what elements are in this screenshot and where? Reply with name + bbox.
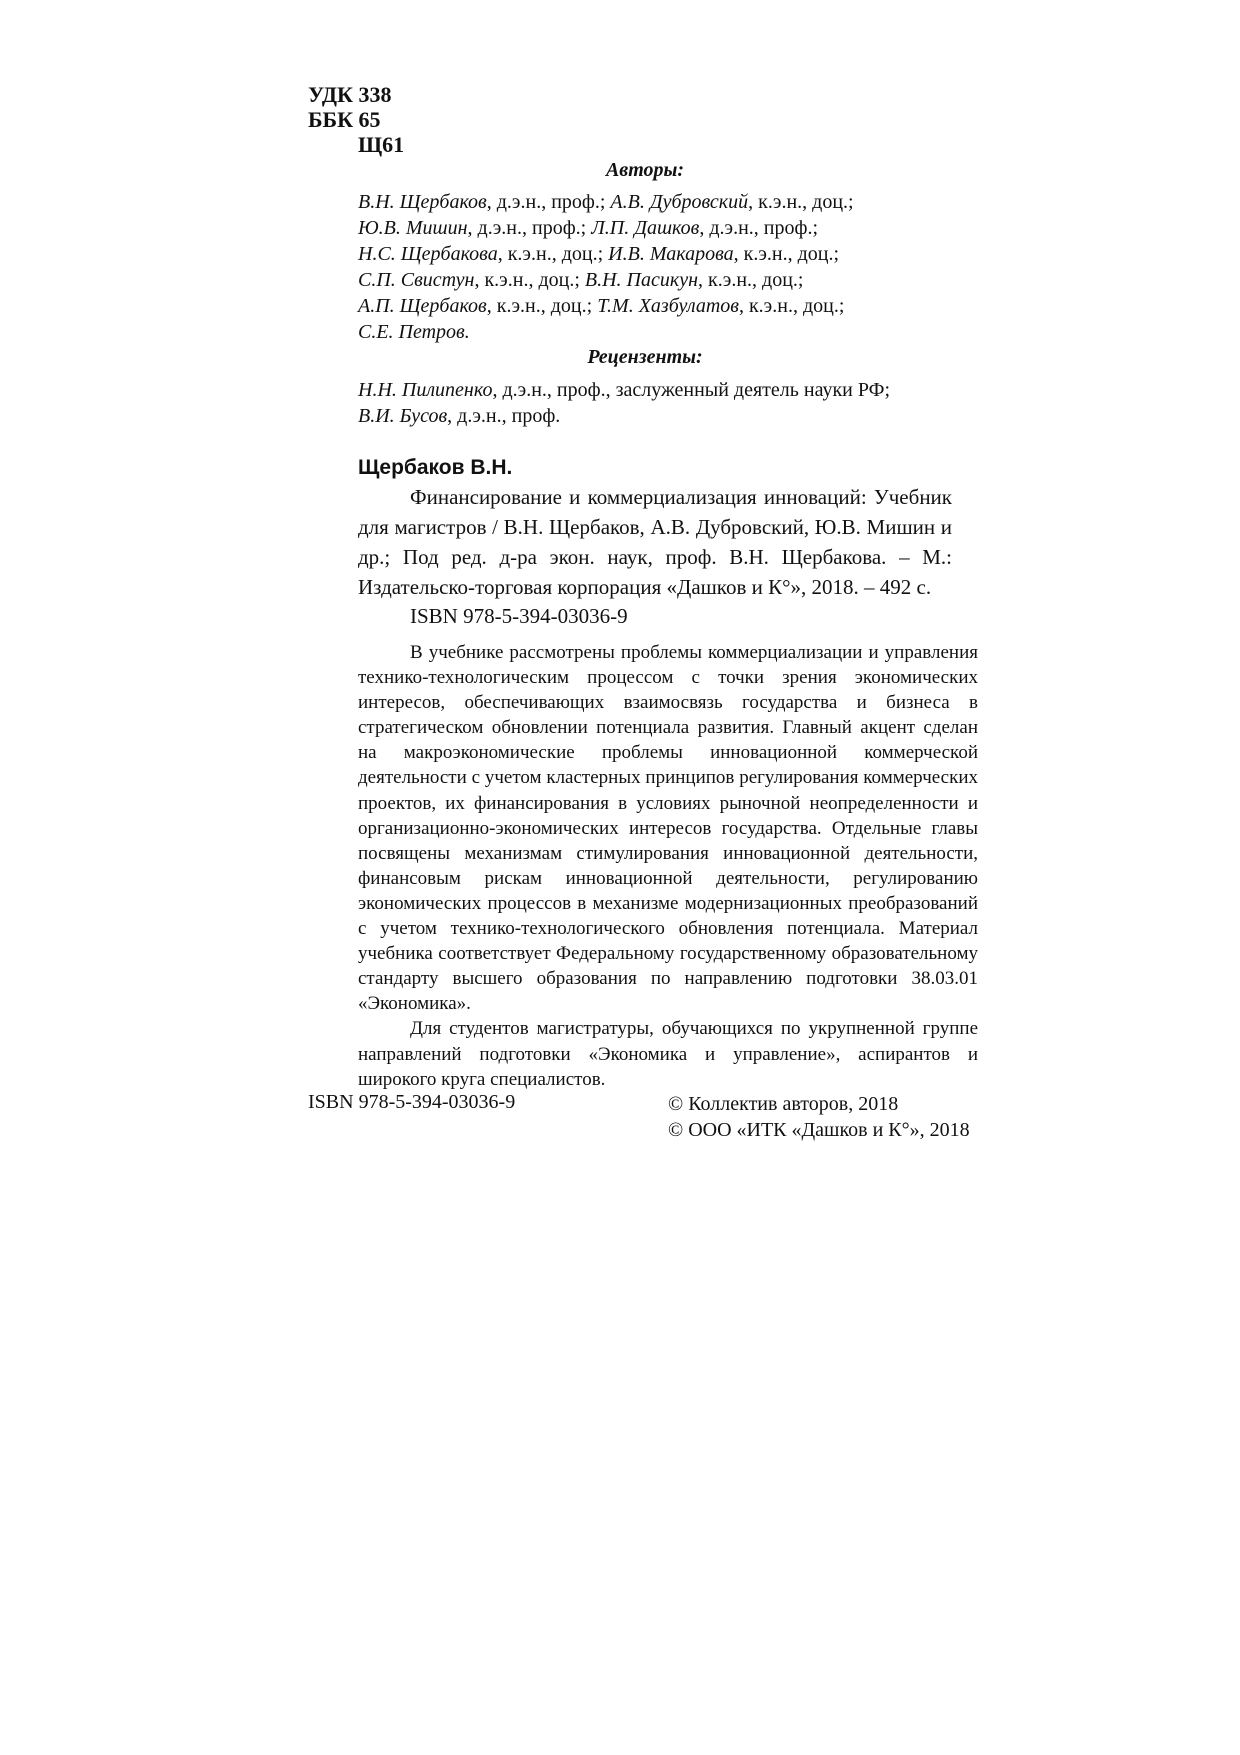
- author-credentials: , к.э.н., доц.;: [733, 243, 840, 265]
- author-credentials: , д.э.н., проф.;: [467, 217, 592, 239]
- reviewers-heading: Рецензенты:: [587, 346, 703, 368]
- authors-line: [358, 267, 958, 293]
- authors-line: [358, 189, 958, 215]
- authors-line: [358, 319, 958, 345]
- author-name: Ю.В. Мишин: [358, 217, 468, 239]
- annotation-paragraph: Для студентов магистратуры, обучающихся по укрупненной группе направлений подготовки «Экономика и управление», аспирантов и широкого круга специалистов.: [358, 1018, 978, 1090]
- author-name: В.Н. Щербаков: [358, 191, 487, 213]
- author-credentials: , к.э.н., доц.;: [738, 295, 845, 317]
- author-name: В.Н. Пасикун: [584, 269, 699, 291]
- author-credentials: , д.э.н., проф.;: [486, 191, 611, 213]
- author-credentials: , к.э.н., доц.;: [486, 295, 598, 317]
- author-mark: Щ61: [358, 132, 405, 157]
- classification-codes: [308, 82, 404, 157]
- copyright-block: [668, 1091, 970, 1143]
- reviewer-credentials: , д.э.н., проф., заслуженный деятель науки РФ;: [492, 379, 891, 401]
- reviewer-line: [358, 403, 958, 429]
- author-name: А.П. Щербаков: [358, 295, 487, 317]
- author-name: Т.М. Хазбулатов: [597, 295, 739, 317]
- main-author: Щербаков В.Н.: [358, 456, 513, 479]
- copyright-line: © Коллектив авторов, 2018: [668, 1093, 899, 1115]
- reviewer-line: [358, 377, 958, 403]
- author-name: Н.С. Щербакова: [358, 243, 498, 265]
- annotation-paragraph: В учебнике рассмотрены проблемы коммерциализации и управления технико-технологическим процессом с точки зрения экономических интересов, обеспечивающих взаимосвязь государства и бизнеса в стратегическом обновлении потенциала развития. Главный акцент сделан на макроэкономические проблемы инновационной коммерческой деятельности с учетом кластерных принципов регулирования коммерческих проектов, их финансирования в условиях рыночной неопределенности и организационно-экономических интересов государства. Отдельные главы посвящены механизмам стимулирования инновационной деятельности, финансовым рискам инновационной деятельности, регулированию экономических процессов в механизме модернизационных преобразований с учетом технико-технологического обновления потенциала. Материал учебника соответствует Федеральному государственному образовательному стандарту высшего образования по направлению подготовки 38.03.01 «Экономика».: [358, 642, 978, 1015]
- udk-code: УДК 338: [308, 82, 392, 107]
- author-credentials: , д.э.н., проф.;: [699, 217, 819, 239]
- footer-isbn: ISBN 978-5-394-03036-9: [308, 1091, 516, 1113]
- isbn: ISBN 978-5-394-03036-9: [410, 604, 628, 628]
- author-name: С.Е. Петров.: [358, 321, 470, 343]
- authors-heading: Авторы:: [605, 159, 685, 181]
- authors-list: [358, 189, 958, 345]
- reviewer-credentials: , д.э.н., проф.: [447, 405, 561, 427]
- reviewers-list: [358, 377, 958, 429]
- author-credentials: , к.э.н., доц.;: [748, 191, 854, 213]
- authors-line: [358, 293, 958, 319]
- author-name: И.В. Макарова: [608, 243, 734, 265]
- author-credentials: , к.э.н., доц.;: [474, 269, 585, 291]
- bibliographic-description: Финансирование и коммерциализация инноваций: Учебник для магистров / В.Н. Щербаков, А.В. Дубровский, Ю.В. Мишин и др.; Под ред. д-ра экон. наук, проф. В.Н. Щербакова. – М.: Издательско-торговая корпорация «Дашков и К°», 2018. – 492 с.: [358, 485, 952, 599]
- reviewer-name: Н.Н. Пилипенко: [358, 379, 493, 401]
- author-name: С.П. Свистун: [358, 269, 475, 291]
- author-credentials: , к.э.н., доц.;: [698, 269, 804, 291]
- authors-line: [358, 241, 958, 267]
- annotation: [358, 640, 978, 1092]
- author-name: А.В. Дубровский: [610, 191, 749, 213]
- reviewer-name: В.И. Бусов: [358, 405, 448, 427]
- copyright-line: © ООО «ИТК «Дашков и К°», 2018: [668, 1119, 970, 1141]
- bbk-code: ББК 65: [308, 107, 381, 132]
- author-credentials: , к.э.н., доц.;: [497, 243, 609, 265]
- authors-line: [358, 215, 958, 241]
- author-name: Л.П. Дашков: [591, 217, 700, 239]
